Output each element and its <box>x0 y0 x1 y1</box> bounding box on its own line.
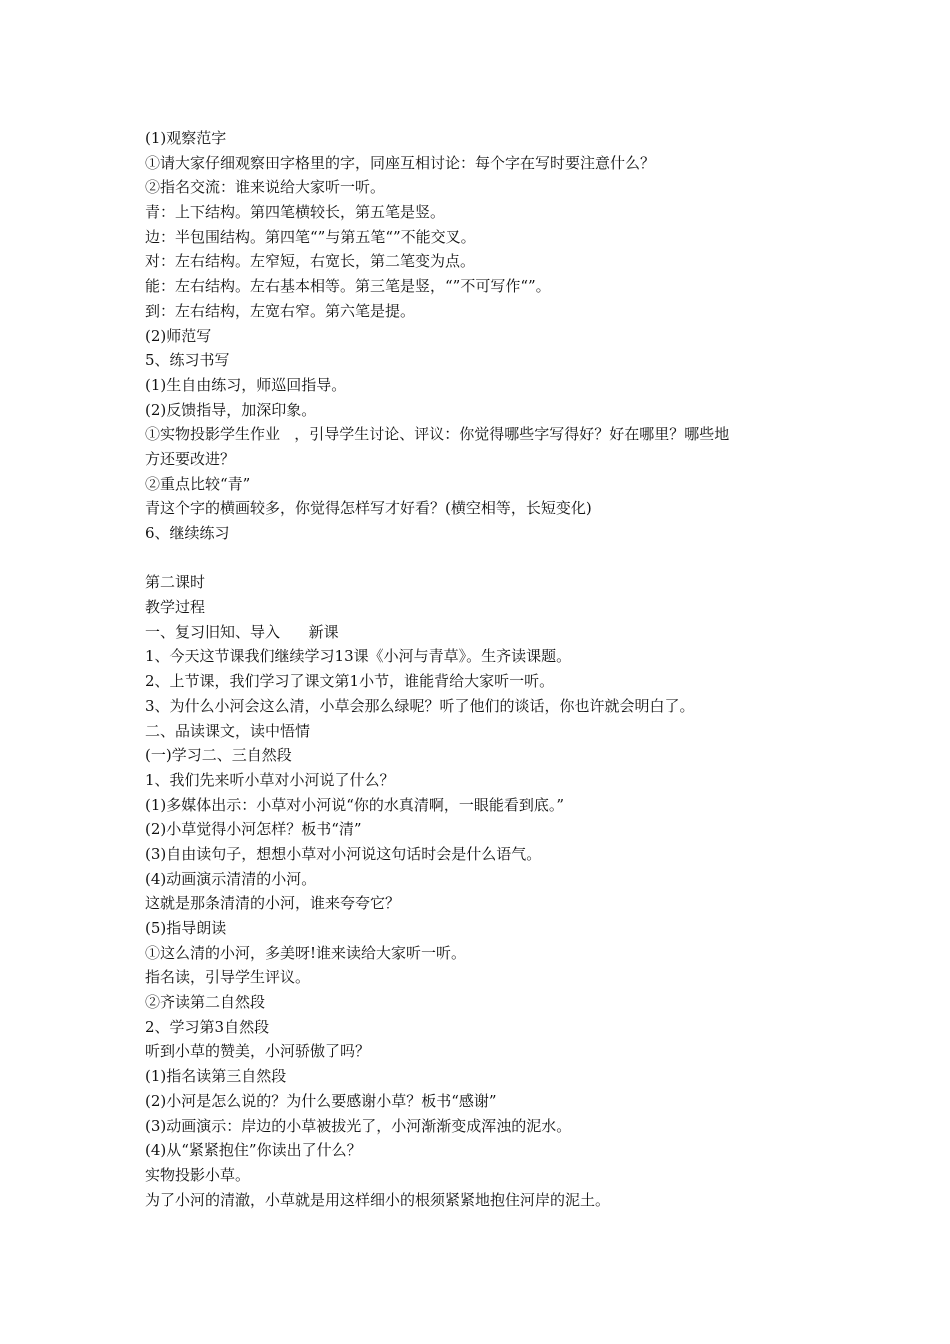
text-line: ②齐读第二自然段 <box>145 993 266 1012</box>
text-line: 实物投影小草。 <box>145 1165 251 1184</box>
text-line: 青：上下结构。第四笔横较长，第五笔是竖。 <box>145 203 446 222</box>
section-heading: 教学过程 <box>145 598 206 617</box>
text-line: 指名读，引导学生评议。 <box>145 968 311 987</box>
section-heading: 6、继续练习 <box>145 524 230 542</box>
text-line: (2)小河是怎么说的？为什么要感谢小草？板书“感谢” <box>145 1091 497 1110</box>
section-heading: 二、品读课文，读中悟情 <box>145 721 311 740</box>
text-line: 2、上节课，我们学习了课文第1小节，谁能背给大家听一听。 <box>145 672 555 691</box>
section-heading: 5、练习书写 <box>145 351 230 370</box>
text-line: (4)动画演示清清的小河。 <box>145 869 317 888</box>
text-line: (1)生自由练习，师巡回指导。 <box>145 375 347 394</box>
text-line: ①这么清的小河，多美呀!谁来读给大家听一听。 <box>145 943 467 962</box>
text-line: 边：半包围结构。第四笔“”与第五笔“”不能交叉。 <box>145 227 476 246</box>
text-line: 能：左右结构。左右基本相等。第三笔是竖，“”不可写作“”。 <box>145 277 551 296</box>
text-line: (1)指名读第三自然段 <box>145 1067 287 1086</box>
text-line: 方还要改进？ <box>145 449 236 468</box>
text-line: (2)小草觉得小河怎样？板书“清” <box>145 820 362 839</box>
text-line: ①实物投影学生作业 ，引导学生讨论、评议：你觉得哪些字写得好？好在哪里？哪些地 <box>145 425 730 444</box>
text-line: 2、学习第3自然段 <box>145 1017 270 1036</box>
section-heading: 一、复习旧知、导入 新课 <box>145 622 339 641</box>
text-line: (5)指导朗读 <box>145 919 227 937</box>
text-line: ①请大家仔细观察田字格里的字，同座互相讨论：每个字在写时要注意什么？ <box>145 153 656 172</box>
text-line: 听到小草的赞美，小河骄傲了吗？ <box>145 1042 371 1061</box>
text-line: (4)从“紧紧抱住”你读出了什么？ <box>145 1141 362 1160</box>
text-line: ②指名交流：谁来说给大家听一听。 <box>145 178 386 197</box>
text-line: (2)师范写 <box>145 326 212 345</box>
text-line: 1、我们先来听小草对小河说了什么？ <box>145 770 395 789</box>
text-line: 青这个字的横画较多，你觉得怎样写才好看？(横空相等，长短变化) <box>145 499 592 518</box>
lesson-heading: 第二课时 <box>145 573 206 592</box>
text-line: 对：左右结构。左窄短，右宽长，第二笔变为点。 <box>145 252 476 271</box>
text-line: 到：左右结构，左宽右窄。第六笔是提。 <box>145 301 416 320</box>
document-body <box>145 126 815 1212</box>
text-line: (1)观察范字 <box>145 129 227 147</box>
text-line: (3)动画演示：岸边的小草被拔光了，小河渐渐变成浑浊的泥水。 <box>145 1116 572 1135</box>
text-line: (1)多媒体出示：小草对小河说“你的水真清啊，一眼能看到底。” <box>145 795 565 814</box>
text-line: (一)学习二、三自然段 <box>145 746 292 765</box>
blank-line <box>145 546 815 571</box>
text-line: (2)反馈指导，加深印象。 <box>145 400 317 419</box>
text-line: 1、今天这节课我们继续学习13课《小河与青草》。生齐读课题。 <box>145 647 572 666</box>
text-line: 3、为什么小河会这么清，小草会那么绿呢？听了他们的谈话，你也许就会明白了。 <box>145 696 695 715</box>
text-line: (3)自由读句子，想想小草对小河说这句话时会是什么语气。 <box>145 844 542 863</box>
text-line: ②重点比较“青” <box>145 474 251 493</box>
text-line: 这就是那条清清的小河，谁来夸夸它？ <box>145 894 401 913</box>
text-line: 为了小河的清澈，小草就是用这样细小的根须紧紧地抱住河岸的泥土。 <box>145 1190 611 1209</box>
